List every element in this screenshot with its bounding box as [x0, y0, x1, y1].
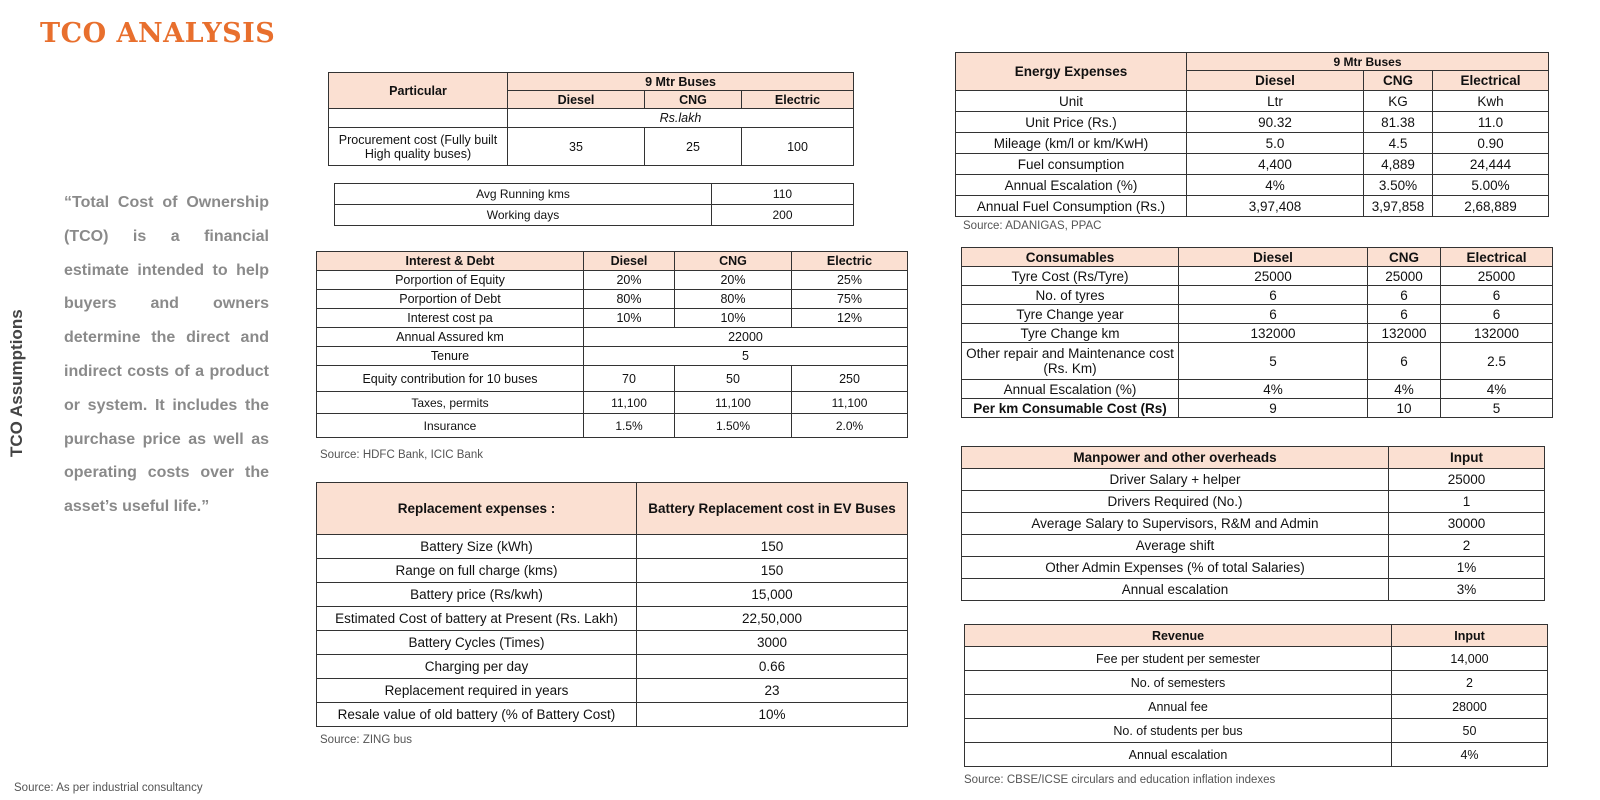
- consumables-cell: 4%: [1179, 380, 1368, 399]
- consumables-cell: 2.5: [1441, 343, 1553, 380]
- tenure-value: 5: [584, 347, 908, 366]
- revenue-input-header: Input: [1392, 625, 1548, 647]
- interest-cell: 25%: [792, 271, 908, 290]
- battery-row-label: Battery Size (kWh): [317, 535, 637, 559]
- manpower-row-value: 1%: [1389, 557, 1545, 579]
- page-title: TCO ANALYSIS: [40, 18, 276, 49]
- battery-header-right: Battery Replacement cost in EV Buses: [637, 483, 908, 535]
- revenue-source: Source: CBSE/ICSE circulars and education inflation indexes: [964, 774, 1276, 786]
- consumables-total-cell: 10: [1368, 399, 1441, 418]
- energy-header: Energy Expenses: [956, 53, 1187, 91]
- energy-cell: 0.90: [1433, 133, 1549, 154]
- consumables-row-label: No. of tyres: [962, 286, 1179, 305]
- manpower-row-value: 3%: [1389, 579, 1545, 601]
- manpower-table: [961, 446, 1545, 601]
- bottom-source: Source: As per industrial consultancy: [14, 782, 203, 794]
- interest-cell: 80%: [584, 290, 675, 309]
- consumables-row-label: Annual Escalation (%): [962, 380, 1179, 399]
- col-diesel: Diesel: [508, 91, 645, 109]
- taxes-cell: 11,100: [675, 392, 792, 414]
- revenue-row-label: No. of semesters: [965, 671, 1392, 695]
- consumables-col-diesel: Diesel: [1179, 248, 1368, 267]
- col-electric: Electric: [742, 91, 854, 109]
- energy-cell: 4.5: [1364, 133, 1433, 154]
- energy-cell: 4%: [1187, 175, 1364, 196]
- interest-cell: 75%: [792, 290, 908, 309]
- equity-cell: 250: [792, 366, 908, 392]
- consumables-cell: 6: [1179, 286, 1368, 305]
- interest-col-electric: Electric: [792, 252, 908, 271]
- energy-cell: 4,400: [1187, 154, 1364, 175]
- revenue-row-value: 2: [1392, 671, 1548, 695]
- consumables-cell: 5: [1179, 343, 1368, 380]
- consumables-row-label: Tyre Cost (Rs/Tyre): [962, 267, 1179, 286]
- consumables-total-cell: 9: [1179, 399, 1368, 418]
- revenue-row-value: 14,000: [1392, 647, 1548, 671]
- manpower-row-label: Average Salary to Supervisors, R&M and Admin: [962, 513, 1389, 535]
- interest-cell: 10%: [675, 309, 792, 328]
- energy-table: [955, 52, 1549, 217]
- revenue-row-value: 50: [1392, 719, 1548, 743]
- energy-cell: KG: [1364, 91, 1433, 112]
- battery-row-label: Charging per day: [317, 655, 637, 679]
- manpower-row-value: 30000: [1389, 513, 1545, 535]
- equity-cell: 70: [584, 366, 675, 392]
- procurement-table: [328, 72, 854, 166]
- revenue-row-value: 28000: [1392, 695, 1548, 719]
- energy-cell: 2,68,889: [1433, 196, 1549, 217]
- energy-row-label: Mileage (km/l or km/KwH): [956, 133, 1187, 154]
- consumables-cell: 25000: [1368, 267, 1441, 286]
- consumables-header: Consumables: [962, 248, 1179, 267]
- procurement-cng: 25: [645, 128, 742, 166]
- revenue-row-label: Annual fee: [965, 695, 1392, 719]
- manpower-row-value: 25000: [1389, 469, 1545, 491]
- battery-row-value: 10%: [637, 703, 908, 727]
- energy-cell: 24,444: [1433, 154, 1549, 175]
- assured-km-value: 22000: [584, 328, 908, 347]
- interest-row-label: Interest cost pa: [317, 309, 584, 328]
- battery-row-label: Range on full charge (kms): [317, 559, 637, 583]
- interest-col-diesel: Diesel: [584, 252, 675, 271]
- consumables-cell: 132000: [1179, 324, 1368, 343]
- interest-cell: 12%: [792, 309, 908, 328]
- interest-header: Interest & Debt: [317, 252, 584, 271]
- energy-cell: 90.32: [1187, 112, 1364, 133]
- manpower-row-label: Drivers Required (No.): [962, 491, 1389, 513]
- consumables-cell: 4%: [1441, 380, 1553, 399]
- running-table: [334, 183, 854, 226]
- battery-row-value: 22,50,000: [637, 607, 908, 631]
- interest-source: Source: HDFC Bank, ICIC Bank: [320, 449, 483, 461]
- energy-row-label: Unit: [956, 91, 1187, 112]
- manpower-row-label: Driver Salary + helper: [962, 469, 1389, 491]
- consumables-table: [961, 247, 1553, 418]
- manpower-header: Manpower and other overheads: [962, 447, 1389, 469]
- interest-cell: 20%: [584, 271, 675, 290]
- procurement-electric: 100: [742, 128, 854, 166]
- equity-row-label: Equity contribution for 10 buses: [317, 366, 584, 392]
- consumables-cell: 6: [1179, 305, 1368, 324]
- consumables-cell: 6: [1441, 286, 1553, 305]
- manpower-row-label: Average shift: [962, 535, 1389, 557]
- running-value: 200: [712, 205, 854, 226]
- battery-row-value: 23: [637, 679, 908, 703]
- taxes-row-label: Taxes, permits: [317, 392, 584, 414]
- revenue-row-label: Fee per student per semester: [965, 647, 1392, 671]
- energy-cell: Ltr: [1187, 91, 1364, 112]
- battery-row-value: 3000: [637, 631, 908, 655]
- consumables-cell: 6: [1368, 343, 1441, 380]
- consumables-row-label: Tyre Change year: [962, 305, 1179, 324]
- consumables-total-cell: 5: [1441, 399, 1553, 418]
- interest-col-cng: CNG: [675, 252, 792, 271]
- revenue-table: [964, 624, 1548, 767]
- energy-col-cng: CNG: [1364, 71, 1433, 91]
- insurance-cell: 2.0%: [792, 414, 908, 438]
- insurance-row-label: Insurance: [317, 414, 584, 438]
- running-value: 110: [712, 184, 854, 205]
- consumables-cell: 4%: [1368, 380, 1441, 399]
- interest-row-label: Porportion of Equity: [317, 271, 584, 290]
- interest-cell: 10%: [584, 309, 675, 328]
- manpower-row-label: Other Admin Expenses (% of total Salaries): [962, 557, 1389, 579]
- tenure-label: Tenure: [317, 347, 584, 366]
- battery-row-label: Replacement required in years: [317, 679, 637, 703]
- consumables-cell: 6: [1368, 305, 1441, 324]
- revenue-row-label: Annual escalation: [965, 743, 1392, 767]
- equity-cell: 50: [675, 366, 792, 392]
- consumables-col-electrical: Electrical: [1441, 248, 1553, 267]
- energy-col-electrical: Electrical: [1433, 71, 1549, 91]
- energy-row-label: Annual Escalation (%): [956, 175, 1187, 196]
- manpower-row-value: 2: [1389, 535, 1545, 557]
- battery-row-label: Resale value of old battery (% of Battery Cost): [317, 703, 637, 727]
- consumables-cell: 132000: [1368, 324, 1441, 343]
- consumables-cell: 6: [1368, 286, 1441, 305]
- insurance-cell: 1.5%: [584, 414, 675, 438]
- energy-row-label: Unit Price (Rs.): [956, 112, 1187, 133]
- unit-label: Rs.lakh: [508, 109, 854, 128]
- interest-row-label: Porportion of Debt: [317, 290, 584, 309]
- energy-cell: 3,97,858: [1364, 196, 1433, 217]
- interest-cell: 20%: [675, 271, 792, 290]
- consumables-row-label: Other repair and Maintenance cost (Rs. Km): [962, 343, 1179, 380]
- bus-group-header: 9 Mtr Buses: [508, 73, 854, 91]
- revenue-row-value: 4%: [1392, 743, 1548, 767]
- tco-quote: “Total Cost of Ownership (TCO) is a financial estimate intended to help buyers and owners determine the direct and indirect costs of a product or system. It includes the purchase price as well as operating costs over the asset’s useful life.”: [64, 194, 269, 516]
- particular-header: Particular: [329, 73, 508, 109]
- energy-source: Source: ADANIGAS, PPAC: [963, 220, 1102, 232]
- running-label: Avg Running kms: [335, 184, 712, 205]
- side-label: TCO Assumptions: [7, 309, 26, 457]
- insurance-cell: 1.50%: [675, 414, 792, 438]
- battery-row-value: 150: [637, 559, 908, 583]
- battery-row-value: 15,000: [637, 583, 908, 607]
- interest-debt-table: [316, 251, 908, 438]
- manpower-input-header: Input: [1389, 447, 1545, 469]
- energy-row-label: Annual Fuel Consumption (Rs.): [956, 196, 1187, 217]
- energy-cell: 5.00%: [1433, 175, 1549, 196]
- interest-cell: 80%: [675, 290, 792, 309]
- revenue-row-label: No. of students per bus: [965, 719, 1392, 743]
- consumables-cell: 25000: [1441, 267, 1553, 286]
- energy-row-label: Fuel consumption: [956, 154, 1187, 175]
- energy-cell: 5.0: [1187, 133, 1364, 154]
- consumables-total-label: Per km Consumable Cost (Rs): [962, 399, 1179, 418]
- energy-col-diesel: Diesel: [1187, 71, 1364, 91]
- energy-cell: Kwh: [1433, 91, 1549, 112]
- manpower-row-label: Annual escalation: [962, 579, 1389, 601]
- consumables-col-cng: CNG: [1368, 248, 1441, 267]
- running-label: Working days: [335, 205, 712, 226]
- energy-cell: 11.0: [1433, 112, 1549, 133]
- battery-row-value: 150: [637, 535, 908, 559]
- battery-table: [316, 482, 908, 727]
- battery-row-label: Estimated Cost of battery at Present (Rs. Lakh): [317, 607, 637, 631]
- manpower-row-value: 1: [1389, 491, 1545, 513]
- battery-header-left: Replacement expenses :: [317, 483, 637, 535]
- procurement-row-label: Procurement cost (Fully built High quality buses): [329, 128, 508, 166]
- taxes-cell: 11,100: [792, 392, 908, 414]
- consumables-cell: 132000: [1441, 324, 1553, 343]
- consumables-row-label: Tyre Change km: [962, 324, 1179, 343]
- revenue-header: Revenue: [965, 625, 1392, 647]
- energy-group-header: 9 Mtr Buses: [1187, 53, 1549, 71]
- energy-cell: 3.50%: [1364, 175, 1433, 196]
- energy-cell: 3,97,408: [1187, 196, 1364, 217]
- battery-row-value: 0.66: [637, 655, 908, 679]
- col-cng: CNG: [645, 91, 742, 109]
- battery-source: Source: ZING bus: [320, 734, 413, 746]
- energy-cell: 4,889: [1364, 154, 1433, 175]
- energy-cell: 81.38: [1364, 112, 1433, 133]
- procurement-diesel: 35: [508, 128, 645, 166]
- battery-row-label: Battery price (Rs/kwh): [317, 583, 637, 607]
- consumables-cell: 6: [1441, 305, 1553, 324]
- battery-row-label: Battery Cycles (Times): [317, 631, 637, 655]
- consumables-cell: 25000: [1179, 267, 1368, 286]
- assured-km-label: Annual Assured km: [317, 328, 584, 347]
- taxes-cell: 11,100: [584, 392, 675, 414]
